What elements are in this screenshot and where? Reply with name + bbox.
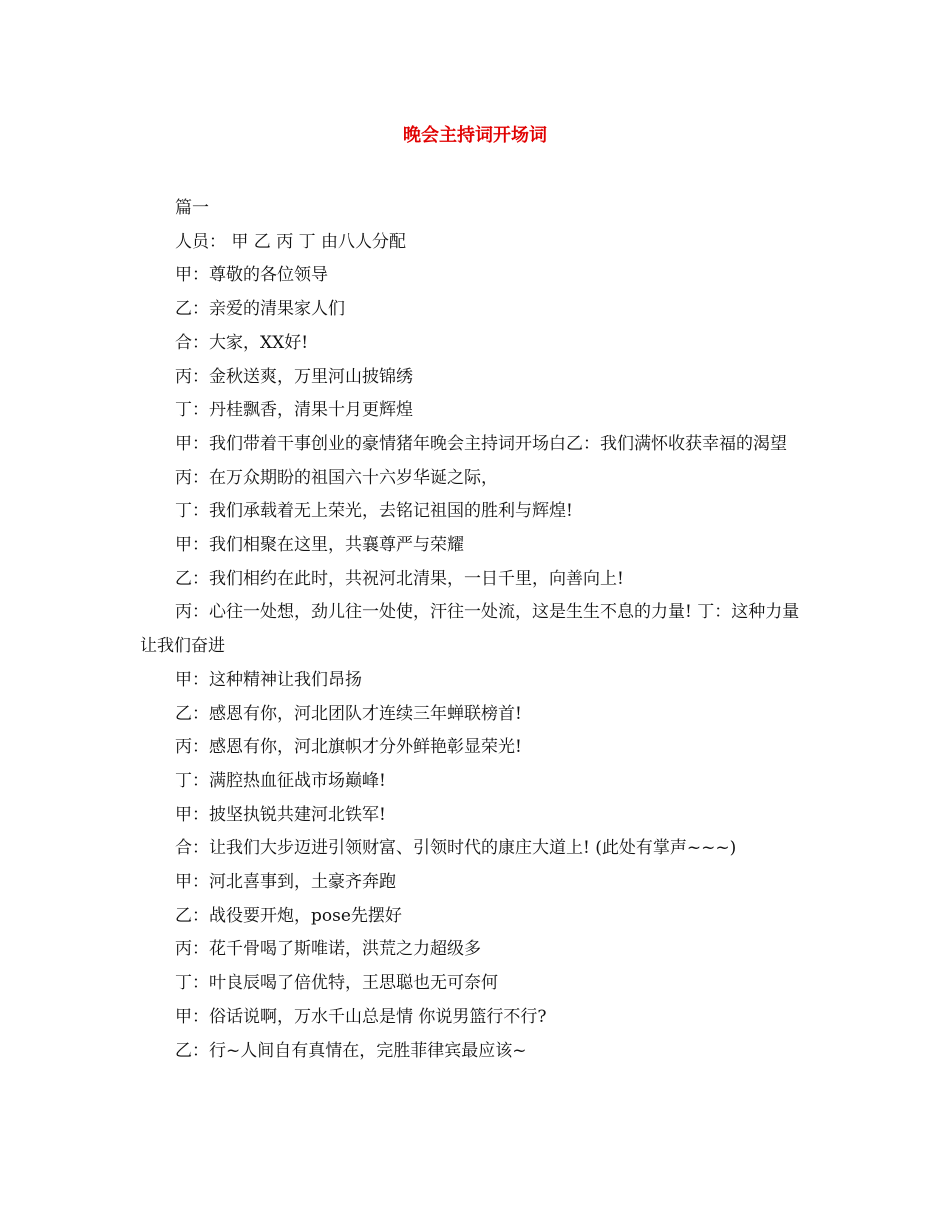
script-line: 甲：河北喜事到，土豪齐奔跑: [175, 872, 396, 893]
script-line: 丙：感恩有你，河北旗帜才分外鲜艳彰显荣光!: [175, 737, 522, 758]
script-line: 甲：尊敬的各位领导: [175, 265, 328, 286]
script-line: 丁：叶良辰喝了倍优特，王思聪也无可奈何: [175, 973, 498, 994]
script-line: 甲：我们相聚在这里，共襄尊严与荣耀: [175, 535, 464, 556]
script-line: 乙：亲爱的清果家人们: [175, 299, 345, 320]
script-line: 甲：这种精神让我们昂扬: [175, 669, 362, 690]
script-line: 丁：满腔热血征战市场巅峰!: [175, 770, 386, 791]
script-line: 甲：我们带着干事创业的豪情猪年晚会主持词开场白乙：我们满怀收获幸福的渴望: [175, 433, 787, 454]
script-line: 乙：我们相约在此时，共祝河北清果，一日千里，向善向上!: [175, 568, 624, 589]
script-line: 乙：行~人间自有真情在，完胜菲律宾最应该~: [175, 1040, 527, 1061]
script-line: 人员： 甲 乙 丙 丁 由八人分配: [175, 231, 407, 252]
script-line: 乙：感恩有你，河北团队才连续三年蝉联榜首!: [175, 703, 522, 724]
script-line: 丙：在万众期盼的祖国六十六岁华诞之际，: [175, 467, 498, 488]
script-line: 乙：战役要开炮，pose先摆好: [175, 905, 402, 926]
script-line: 丙：花千骨喝了斯唯诺，洪荒之力超级多: [175, 939, 481, 960]
script-line: 丁：我们承载着无上荣光，去铭记祖国的胜利与辉煌!: [175, 501, 573, 522]
document-title: 晚会主持词开场词: [403, 125, 547, 146]
script-line: 丙：心往一处想，劲儿往一处使，汗往一处流，这是生生不息的力量! 丁：这种力量让我们奋进: [140, 602, 800, 657]
script-body: [140, 192, 815, 1068]
script-line: 甲：披坚执锐共建河北铁军!: [175, 804, 386, 825]
script-line: 合：大家，XX好!: [175, 332, 309, 353]
script-line: 丙：金秋送爽，万里河山披锦绣: [175, 366, 413, 387]
script-line: 丁：丹桂飘香，清果十月更辉煌: [175, 400, 413, 421]
script-line: 合：让我们大步迈进引领财富、引领时代的康庄大道上! (此处有掌声~~~): [175, 838, 737, 859]
script-line: 甲：俗话说啊，万水千山总是情 你说男篮行不行?: [175, 1006, 547, 1027]
section-heading: 篇一: [175, 198, 209, 218]
